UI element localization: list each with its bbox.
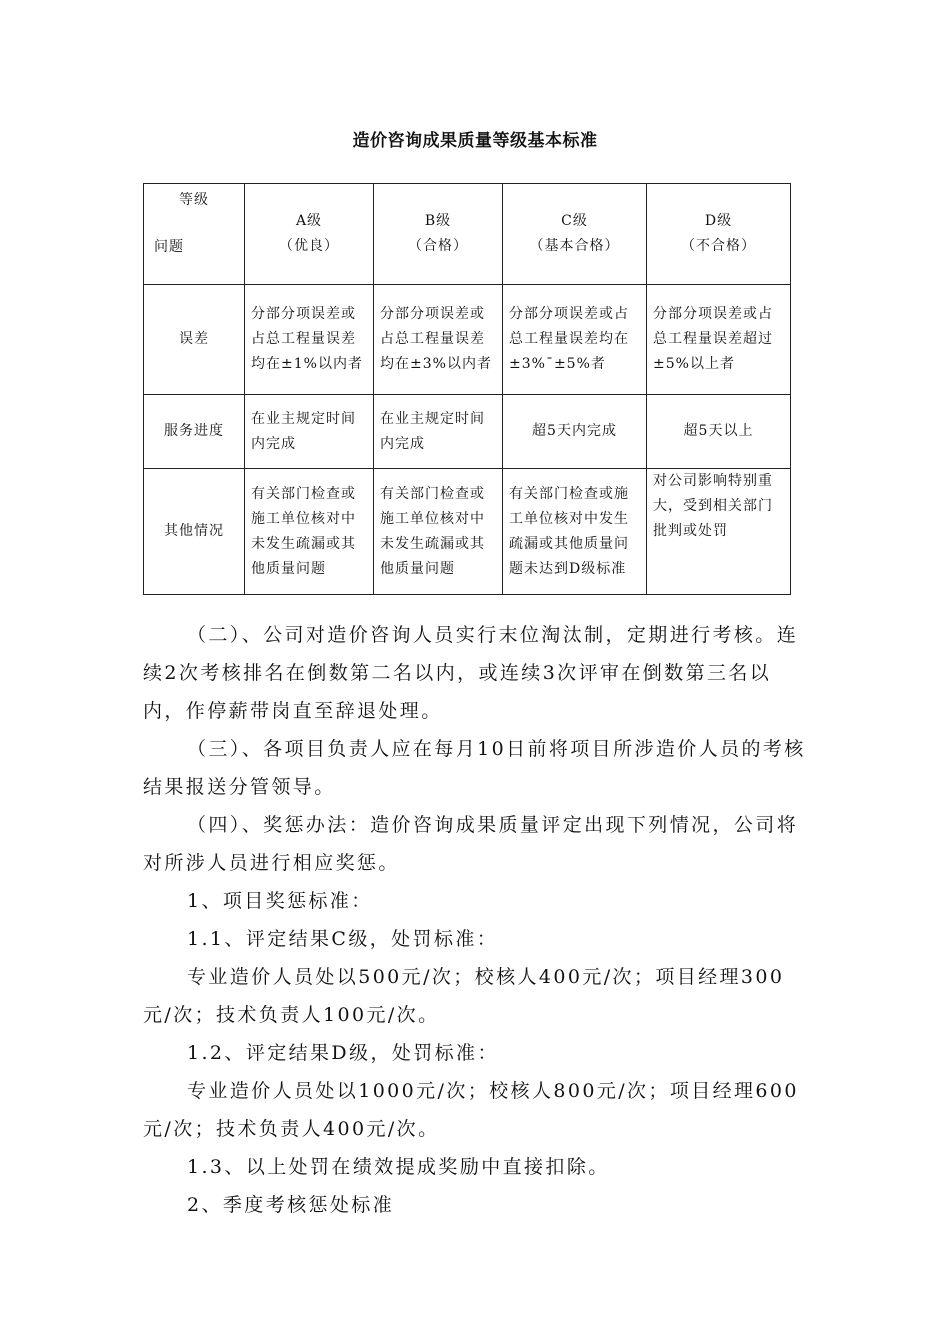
paragraph-rewards: （四）、奖惩办法：造价咨询成果质量评定出现下列情况，公司将对所涉人员进行相应奖惩。 <box>143 814 799 874</box>
table-cell: 分部分项误差或占总工程量误差均在±3%¯±5%者 <box>503 285 647 395</box>
table-header-row <box>144 184 791 285</box>
document-body <box>143 616 811 1224</box>
paragraph-c-penalty: 专业造价人员处以500元/次；校核人400元/次；项目经理300元/次；技术负责人100元/次。 <box>143 966 785 1026</box>
table-cell: 有关部门检查或施工单位核对中未发生疏漏或其他质量问题 <box>245 469 374 595</box>
table-cell: 在业主规定时间内完成 <box>374 395 503 469</box>
table-row-error <box>144 285 791 395</box>
table-cell: 超5天以上 <box>647 395 791 469</box>
grade-header-c: C级 （基本合格） <box>503 184 647 285</box>
table-cell: 有关部门检查或施工单位核对中未发生疏漏或其他质量问题 <box>374 469 503 595</box>
corner-cell <box>144 184 245 285</box>
table-cell: 超5天内完成 <box>503 395 647 469</box>
row-label: 误差 <box>144 285 245 395</box>
table-cell: 分部分项误差或占总工程量误差均在±3%以内者 <box>374 285 503 395</box>
paragraph-d-penalty: 专业造价人员处以1000元/次；校核人800元/次；项目经理600元/次；技术负责人400元/次。 <box>143 1080 799 1140</box>
table-cell: 分部分项误差或占总工程量误差超过±5%以上者 <box>647 285 791 395</box>
corner-bottom-label: 问题 <box>154 239 184 255</box>
table-row-schedule <box>144 395 791 469</box>
document-title: 造价咨询成果质量等级基本标准 <box>352 131 598 151</box>
table-cell: 对公司影响特别重大，受到相关部门批判或处罚 <box>647 469 791 595</box>
grade-header-a: A级 （优良） <box>245 184 374 285</box>
table-cell: 在业主规定时间内完成 <box>245 395 374 469</box>
paragraph-item-1-1: 1.1、评定结果C级，处罚标准： <box>187 928 499 950</box>
paragraph-item-1: 1、项目奖惩标准： <box>187 890 373 912</box>
table-cell: 有关部门检查或施工单位核对中发生疏漏或其他质量问题未达到D级标准 <box>503 469 647 595</box>
quality-grade-table <box>143 183 791 595</box>
corner-top-label: 等级 <box>179 192 209 208</box>
table-row-other <box>144 469 791 595</box>
grade-header-b: B级 （合格） <box>374 184 503 285</box>
table-cell: 分部分项误差或占总工程量误差均在±1%以内者 <box>245 285 374 395</box>
row-label: 服务进度 <box>144 395 245 469</box>
row-label: 其他情况 <box>144 469 245 595</box>
paragraph-item-1-3: 1.3、以上处罚在绩效提成奖励中直接扣除。 <box>187 1156 610 1178</box>
paragraph-elimination: （二）、公司对造价咨询人员实行末位淘汰制，定期进行考核。连续2次考核排名在倒数第二名以内，或连续3次评审在倒数第三名以内，作停薪带岗直至辞退处理。 <box>143 624 799 722</box>
paragraph-item-2: 2、季度考核惩处标准 <box>187 1194 395 1216</box>
paragraph-item-1-2: 1.2、评定结果D级，处罚标准： <box>187 1042 499 1064</box>
paragraph-report: （三）、各项目负责人应在每月10日前将项目所涉造价人员的考核结果报送分管领导。 <box>143 738 806 798</box>
grade-header-d: D级 （不合格） <box>647 184 791 285</box>
